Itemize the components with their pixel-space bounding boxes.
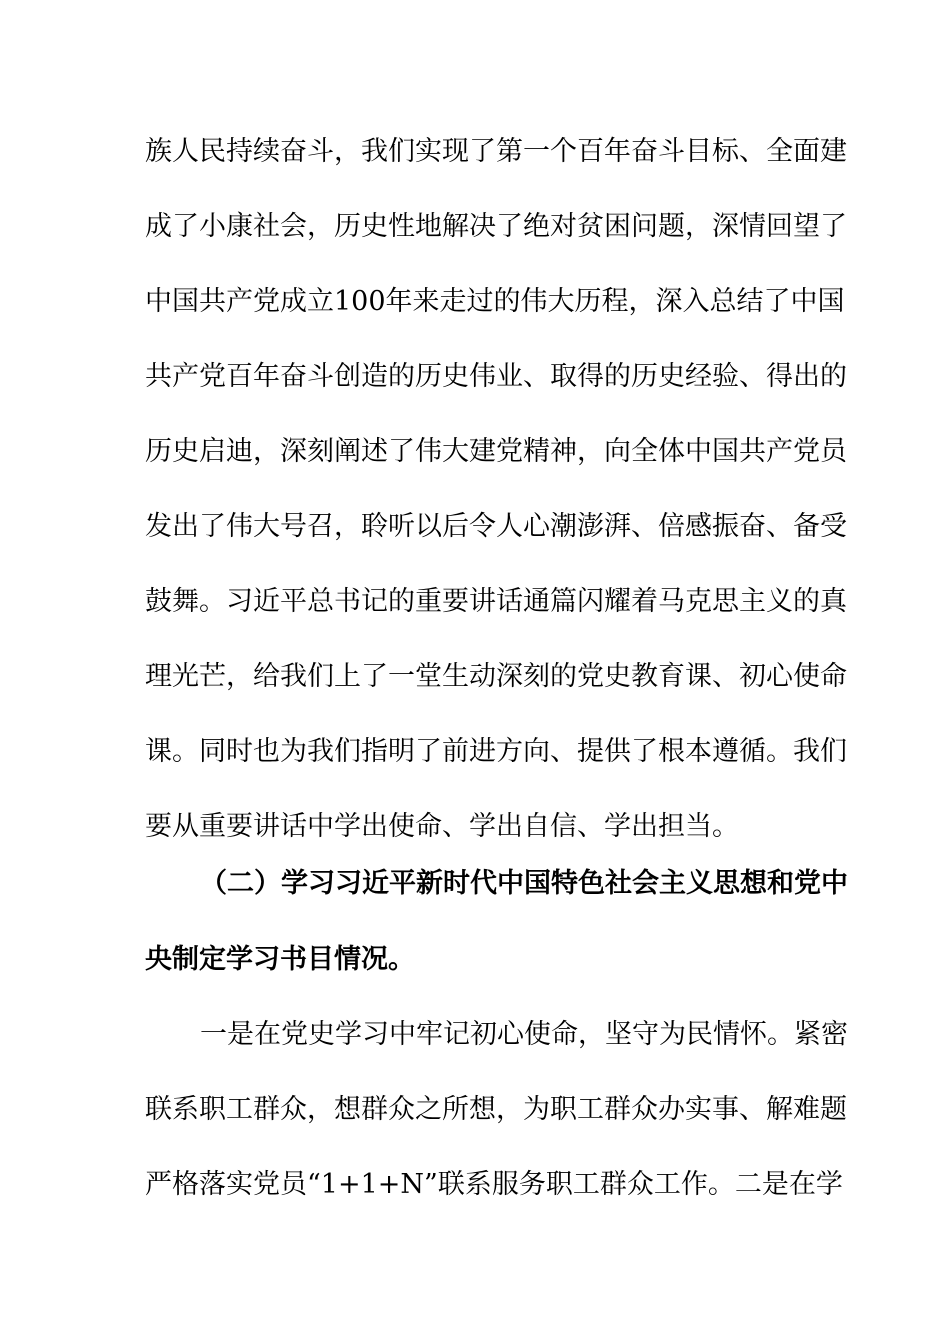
body-text-line: 严格落实党员“1+1+N”联系服务职工群众工作。二是在学	[145, 1169, 843, 1200]
body-text-line: 理光芒，给我们上了一堂生动深刻的党史教育课、初心使命	[145, 661, 847, 692]
body-text-line: 发出了伟大号召，聆听以后令人心潮澎湃、倍感振奋、备受	[145, 511, 847, 542]
body-text-line: 课。同时也为我们指明了前进方向、提供了根本遵循。我们	[145, 736, 847, 767]
body-text-line: 联系职工群众，想群众之所想，为职工群众办实事、解难题	[145, 1094, 847, 1125]
section-heading: 央制定学习书目情况。	[145, 944, 415, 975]
body-text-line: 成了小康社会，历史性地解决了绝对贫困问题，深情回望了	[145, 211, 847, 242]
body-text-line: 历史启迪，深刻阐述了伟大建党精神，向全体中国共产党员	[145, 436, 847, 467]
section-heading: （二）学习习近平新时代中国特色社会主义思想和党中	[200, 868, 848, 899]
body-text-line: 族人民持续奋斗，我们实现了第一个百年奋斗目标、全面建	[145, 136, 847, 167]
body-text-line: 鼓舞。习近平总书记的重要讲话通篇闪耀着马克思主义的真	[145, 586, 847, 617]
body-text-line: 一是在党史学习中牢记初心使命，坚守为民情怀。紧密	[200, 1019, 848, 1050]
body-text-line: 中国共产党成立100年来走过的伟大历程，深入总结了中国	[145, 286, 845, 317]
body-text-line: 共产党百年奋斗创造的历史伟业、取得的历史经验、得出的	[145, 361, 847, 392]
body-text-line: 要从重要讲话中学出使命、学出自信、学出担当。	[145, 811, 739, 842]
